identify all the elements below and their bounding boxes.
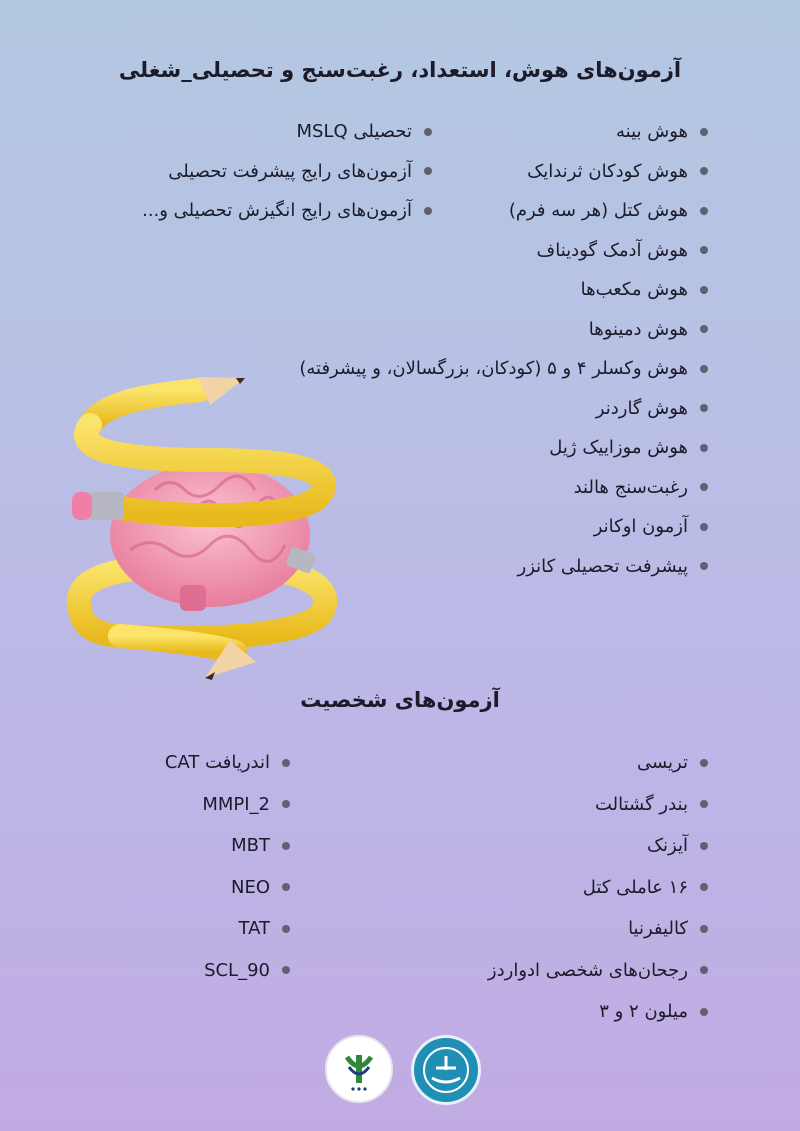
list-item: ۱۶ عاملی کتل xyxy=(488,867,708,909)
list-item: اندریافت CAT xyxy=(165,742,290,784)
pencil-brain-illustration xyxy=(60,360,360,690)
list-item: TAT xyxy=(165,908,290,950)
list-item: هوش کودکان ثرندایک xyxy=(299,152,708,192)
list-item: هوش موزاییک ژیل xyxy=(299,428,708,468)
list-item: هوش کتل (هر سه فرم) xyxy=(299,191,708,231)
list-item: کالیفرنیا xyxy=(488,908,708,950)
list-item: MBT xyxy=(165,825,290,867)
list-item: NEO xyxy=(165,867,290,909)
list-item: هوش آدمک گودیناف xyxy=(299,231,708,271)
list-item: هوش مکعب‌ها xyxy=(299,270,708,310)
list-item: رجحان‌های شخصی ادواردز xyxy=(488,950,708,992)
section-title-intelligence-tests: آزمون‌های هوش، استعداد، رغبت‌سنج و تحصیلی_شغلی xyxy=(118,58,682,82)
list-item: هوش دمینوها xyxy=(299,310,708,350)
list-item: هوش وکسلر ۴ و ۵ (کودکان، بزرگسالان، و پیشرفته) xyxy=(299,349,708,389)
personality-tests-list-right xyxy=(488,742,708,1033)
intelligence-tests-list-left xyxy=(142,112,432,231)
list-item: آزمون‌های رایج پیشرفت تحصیلی xyxy=(142,152,432,192)
list-item: میلون ۲ و ۳ xyxy=(488,991,708,1033)
pencil-eraser xyxy=(72,492,92,520)
list-item: رغبت‌سنج هالند xyxy=(299,468,708,508)
list-item: هوش بینه xyxy=(299,112,708,152)
list-item: SCL_90 xyxy=(165,950,290,992)
personality-tests-list-left xyxy=(165,742,290,991)
list-item: بندر گشتالت xyxy=(488,784,708,826)
psychology-association-logo xyxy=(325,1035,393,1103)
list-item: آیزنک xyxy=(488,825,708,867)
list-item: تحصیلی MSLQ xyxy=(142,112,432,152)
list-item: پیشرفت تحصیلی کانزر xyxy=(299,547,708,587)
brain-icon xyxy=(110,463,310,607)
list-item: هوش گاردنر xyxy=(299,389,708,429)
list-item: تریسی xyxy=(488,742,708,784)
logos xyxy=(325,1035,475,1105)
list-item: آزمون‌های رایج انگیزش تحصیلی و... xyxy=(142,191,432,231)
list-item: MMPI_2 xyxy=(165,784,290,826)
university-logo xyxy=(411,1035,481,1105)
section-title-personality-tests: آزمون‌های شخصیت xyxy=(300,688,500,712)
list-item: آزمون اوکانر xyxy=(299,507,708,547)
